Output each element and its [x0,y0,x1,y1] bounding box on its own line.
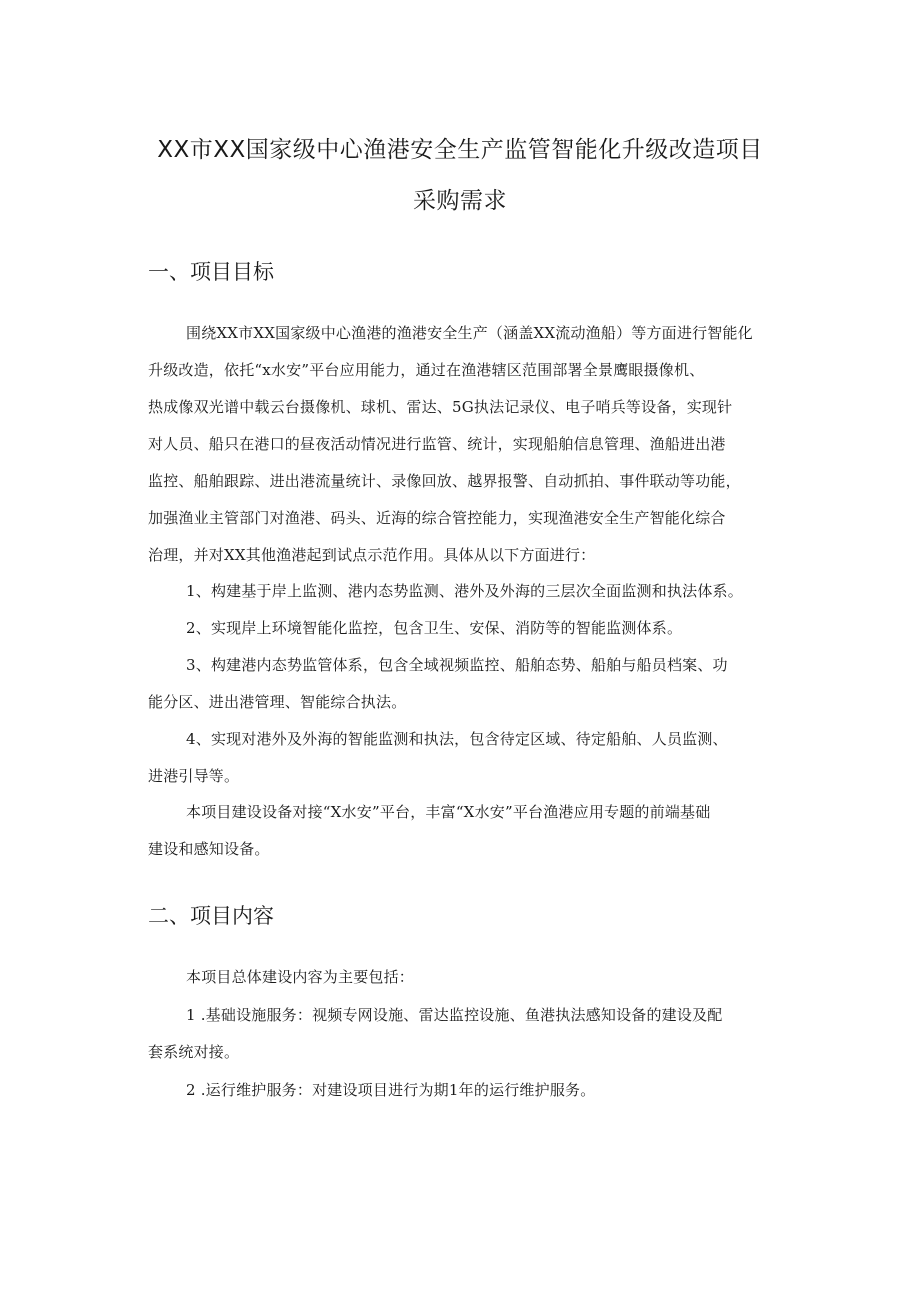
section-heading-content: 二、项目内容 [148,904,274,928]
paragraph-line: 本项目建设设备对接“X水安”平台，丰富“X水安”平台渔港应用专题的前端基础 [186,803,711,821]
paragraph-line: 监控、船舶跟踪、进出港流量统计、录像回放、越界报警、自动抓拍、事件联动等功能， [148,472,741,490]
list-item: 1、构建基于岸上监测、港内态势监测、港外及外海的三层次全面监测和执法体系。 [186,582,743,600]
list-item: 2、实现岸上环境智能化监控，包含卫生、安保、消防等的智能监测体系。 [186,619,683,637]
list-item: 3、构建港内态势监管体系，包含全域视频监控、船舶态势、船舶与船员档案、功 [186,656,728,674]
paragraph-line: 本项目总体建设内容为主要包括： [186,968,415,986]
paragraph-line: 围绕XX市XX国家级中心渔港的渔港安全生产（涵盖XX流动渔船）等方面进行智能化 [186,324,753,342]
paragraph-line: 治理，并对XX其他渔港起到试点示范作用。具体从以下方面进行： [148,546,596,564]
list-item: 1 .基础设施服务：视频专网设施、雷达监控设施、鱼港执法感知设备的建设及配 [186,1006,723,1024]
paragraph-line: 升级改造，依托“x水安”平台应用能力，通过在渔港辖区范围部署全景鹰眼摄像机、 [148,361,705,379]
list-item-continuation: 进港引导等。 [148,767,240,785]
section-heading-objectives: 一、项目目标 [148,260,274,284]
list-item-continuation: 能分区、进出港管理、智能综合执法。 [148,693,407,711]
document-title-line2: 采购需求 [413,188,507,214]
paragraph-line: 对人员、船只在港口的昼夜活动情况进行监管、统计，实现船舶信息管理、渔船进出港 [148,435,726,453]
list-item: 2 .运行维护服务：对建设项目进行为期1年的运行维护服务。 [186,1081,596,1099]
list-item: 4、实现对港外及外海的智能监测和执法，包含待定区域、待定船舶、人员监测、 [186,730,728,748]
paragraph-line: 加强渔业主管部门对渔港、码头、近海的综合管控能力，实现渔港安全生产智能化综合 [148,509,726,527]
paragraph-line: 热成像双光谱中载云台摄像机、球机、雷达、5G执法记录仪、电子哨兵等设备，实现针 [148,398,733,416]
list-item-continuation: 套系统对接。 [148,1043,240,1061]
paragraph-line: 建设和感知设备。 [148,840,270,858]
document-title-line1: XX市XX国家级中心渔港安全生产监管智能化升级改造项目 [157,137,763,163]
